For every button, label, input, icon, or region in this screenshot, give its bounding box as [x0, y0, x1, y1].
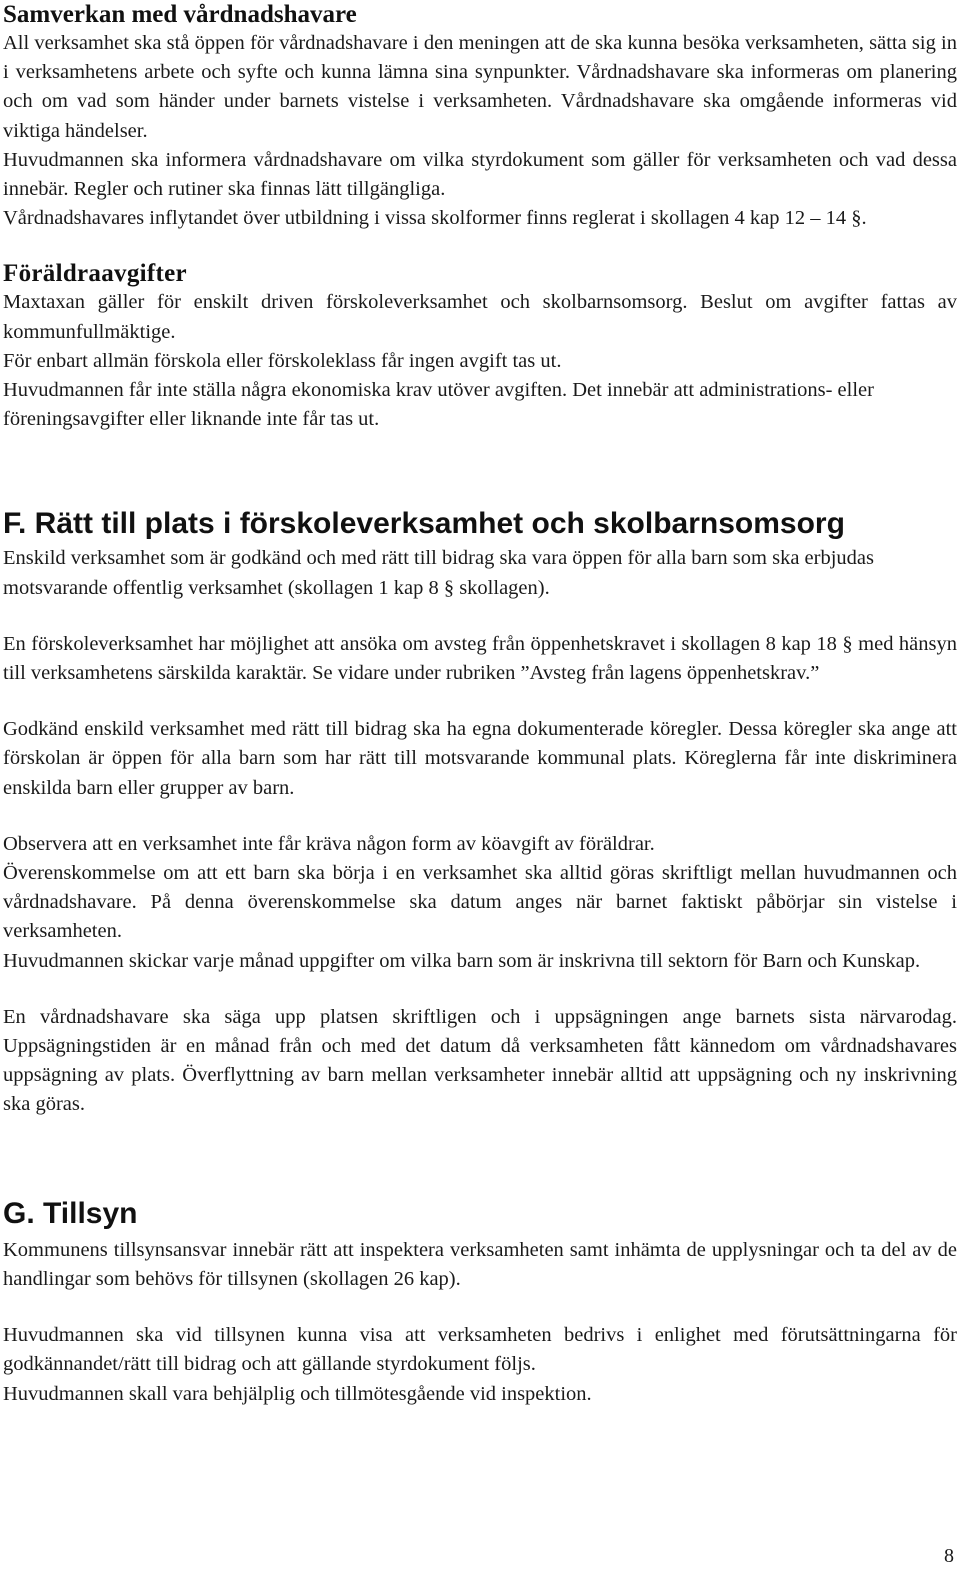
heading-section-g: G. Tillsyn — [3, 1196, 138, 1230]
paragraph-f-2: En förskoleverksamhet har möjlighet att ansöka om avsteg från öppenhetskravet i skollagen 8 kap 18 § med hänsyn till verksamhetens särskilda karaktär. Se vidare under rubriken ”Avsteg från lagens öppenhetskrav.” — [3, 632, 957, 685]
heading-samverkan: Samverkan med vårdnadshavare — [3, 1, 357, 28]
paragraph-samverkan-3: Vårdnadshavares inflytandet över utbildning i vissa skolformer finns reglerat i skollagen 4 kap 12 – 14 §. — [3, 207, 867, 230]
paragraph-avgifter-1: Maxtaxan gäller för enskilt driven förskoleverksamhet och skolbarnsomsorg. Beslut om avgifter fattas av kommunfullmäktige. — [3, 291, 957, 343]
paragraph-f-5: Överenskommelse om att ett barn ska börja i en verksamhet ska alltid göras skriftligt mellan huvudmannen och vårdnadshavare. På denna överenskommelse ska datum anges när barnet faktiskt påbörjar sin vistelse i verksamheten. — [3, 862, 957, 943]
paragraph-f-3: Godkänd enskild verksamhet med rätt till bidrag ska ha egna dokumenterade köregler. Dessa köregler ska ange att förskolan är öppen för alla barn som har rätt till motsvarande kommunal plats. Köreglerna får inte diskriminera enskilda barn eller grupper av barn. — [3, 718, 957, 799]
heading-foraldraavgifter: Föräldraavgifter — [3, 260, 187, 288]
paragraph-g-3: Huvudmannen skall vara behjälplig och tillmötesgående vid inspektion. — [3, 1382, 592, 1405]
paragraph-f-7: En vårdnadshavare ska säga upp platsen skriftligen och i uppsägningen ange barnets sista närvarodag. Uppsägningstiden är en månad från och med det datum då verksamheten fått kännedom om vårdnadshavares uppsägning av plats. Överflyttning av barn mellan verksamheter innebär alltid att uppsägning och ny inskrivning ska göras. — [3, 1005, 957, 1116]
page-number: 8 — [944, 1545, 954, 1567]
paragraph-avgifter-3: Huvudmannen får inte ställa några ekonomiska krav utöver avgiften. Det innebär att administrations- eller föreningsavgifter eller liknande inte får tas ut. — [3, 379, 874, 431]
paragraph-g-2: Huvudmannen ska vid tillsynen kunna visa att verksamheten bedrivs i enlighet med förutsättningarna för godkännandet/rätt till bidrag och att gällande styrdokument följs. — [3, 1324, 957, 1376]
paragraph-samverkan-1: All verksamhet ska stå öppen för vårdnadshavare i den meningen att de ska kunna besöka verksamheten, sätta sig in i verksamhetens arbete och syfte och kunna lämna sina synpunkter. Vårdnadshavare ska informeras om planering och om vad som händer under barnets vistelse i verksamheten. Vårdnadshavare ska omgående informeras vid viktiga händelser. — [3, 32, 957, 142]
paragraph-f-4: Observera att en verksamhet inte får kräva någon form av köavgift av föräldrar. — [3, 832, 655, 855]
heading-section-f: F. Rätt till plats i förskoleverksamhet och skolbarnsomsorg — [3, 507, 845, 541]
paragraph-g-1: Kommunens tillsynsansvar innebär rätt att inspektera verksamheten samt inhämta de upplysningar och ta del av de handlingar som behövs för tillsynen (skollagen 26 kap). — [3, 1238, 957, 1290]
paragraph-samverkan-2: Huvudmannen ska informera vårdnadshavare om vilka styrdokument som gäller för verksamheten och vad dessa innebär. Regler och rutiner ska finnas lätt tillgängliga. — [3, 148, 957, 201]
document-page — [3, 0, 957, 1409]
paragraph-avgifter-2: För enbart allmän förskola eller förskoleklass får ingen avgift tas ut. — [3, 349, 562, 372]
paragraph-f-6: Huvudmannen skickar varje månad uppgifter om vilka barn som är inskrivna till sektorn för Barn och Kunskap. — [3, 949, 921, 972]
paragraph-f-1: Enskild verksamhet som är godkänd och med rätt till bidrag ska vara öppen för alla barn som ska erbjudas motsvarande offentlig verksamhet (skollagen 1 kap 8 § skollagen). — [3, 547, 875, 599]
